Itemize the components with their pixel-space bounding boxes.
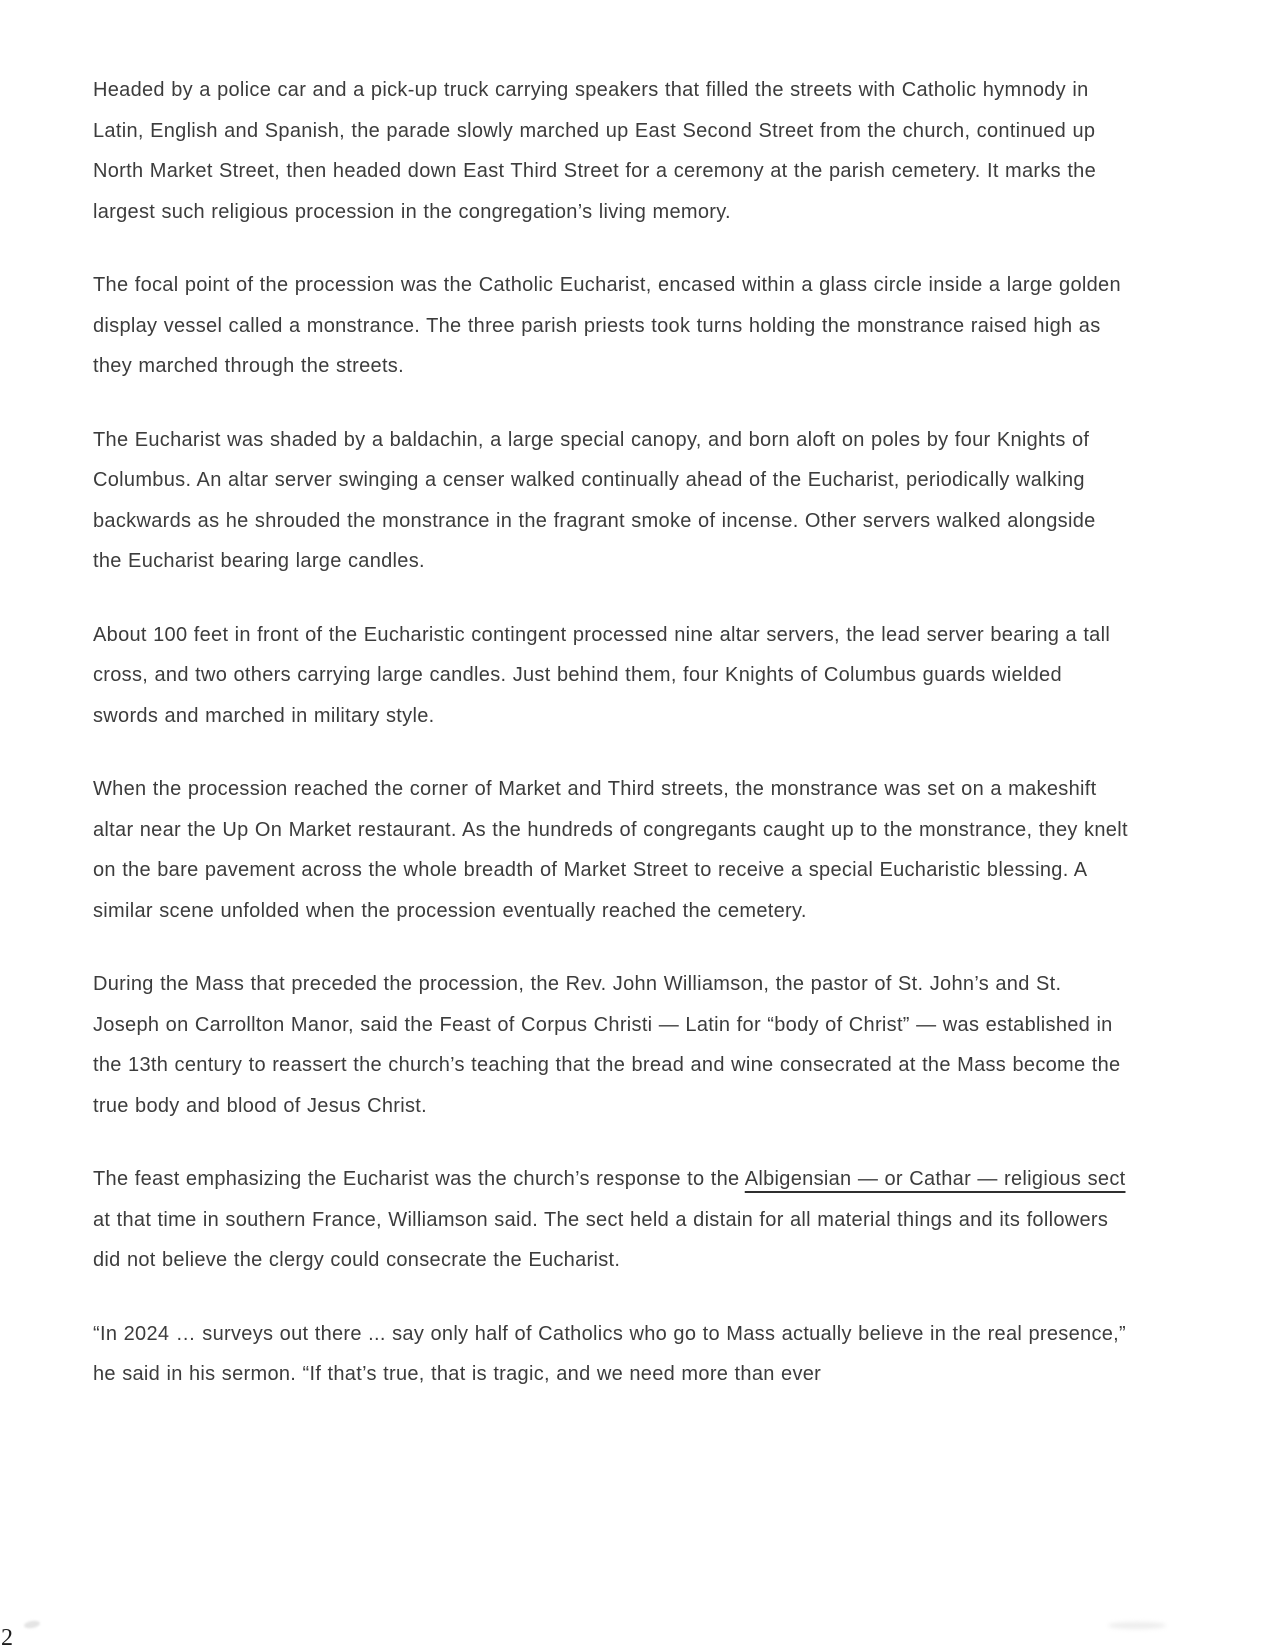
paragraph-text-before-link: The feast emphasizing the Eucharist was the church’s response to the [93, 1168, 745, 1190]
smudge-mark [24, 1620, 41, 1630]
paragraph-text-after-link: at that time in southern France, Williamson said. The sect held a distain for all material things and its followers did not believe the clergy could consecrate the Eucharist. [93, 1208, 1109, 1271]
article-body [93, 70, 1129, 1428]
paragraph-focal-point: The focal point of the procession was the Catholic Eucharist, encased within a glass circle inside a large golden display vessel called a monstrance. The three parish priests took turns holding the monstrance raised high as they marched through the streets. [93, 274, 1121, 377]
albigensian-cathar-link[interactable]: Albigensian — or Cathar — religious sect [744, 1168, 1126, 1190]
paragraph-mass-sermon: During the Mass that preceded the procession, the Rev. John Williamson, the pastor of St. John’s and St. Joseph on Carrollton Manor, said the Feast of Corpus Christi — Latin for “body of Christ” — was established in the 13th century to reassert the church’s teaching that the bread and wine consecrated at the Mass become the true body and blood of Jesus Christ. [93, 973, 1121, 1117]
smudge-mark [1108, 1622, 1166, 1629]
page-number: 2 [1, 1625, 13, 1651]
paragraph-market-corner: When the procession reached the corner of Market and Third streets, the monstrance was set on a makeshift altar near the Up On Market restaurant. As the hundreds of congregants caught up to the monstrance, they knelt on the bare pavement across the whole breadth of Market Street to receive a special Eucharistic blessing. A similar scene unfolded when the procession eventually reached the cemetery. [93, 778, 1128, 922]
paragraph-baldachin: The Eucharist was shaded by a baldachin, a large special canopy, and born aloft on poles by four Knights of Columbus. An altar server swinging a censer walked continually ahead of the Eucharist, periodically walking backwards as he shrouded the monstrance in the fragrant smoke of incense. Other servers walked alongside the Eucharist bearing large candles. [93, 428, 1096, 572]
paragraph-feast-response [93, 1159, 1129, 1281]
paragraph-sermon-quote: “In 2024 … surveys out there ... say only half of Catholics who go to Mass actually believe in the real presence,” he said in his sermon. “If that’s true, that is tragic, and we need more than ever [93, 1322, 1126, 1385]
paragraph-parade-route: Headed by a police car and a pick-up truck carrying speakers that filled the streets with Catholic hymnody in Latin, English and Spanish, the parade slowly marched up East Second Street from the church, continued up North Market Street, then headed down East Third Street for a ceremony at the parish cemetery. It marks the largest such religious procession in the congregation’s living memory. [93, 79, 1097, 223]
paragraph-altar-servers: About 100 feet in front of the Eucharistic contingent processed nine altar servers, the lead server bearing a tall cross, and two others carrying large candles. Just behind them, four Knights of Columbus guards wielded swords and marched in military style. [93, 623, 1111, 727]
